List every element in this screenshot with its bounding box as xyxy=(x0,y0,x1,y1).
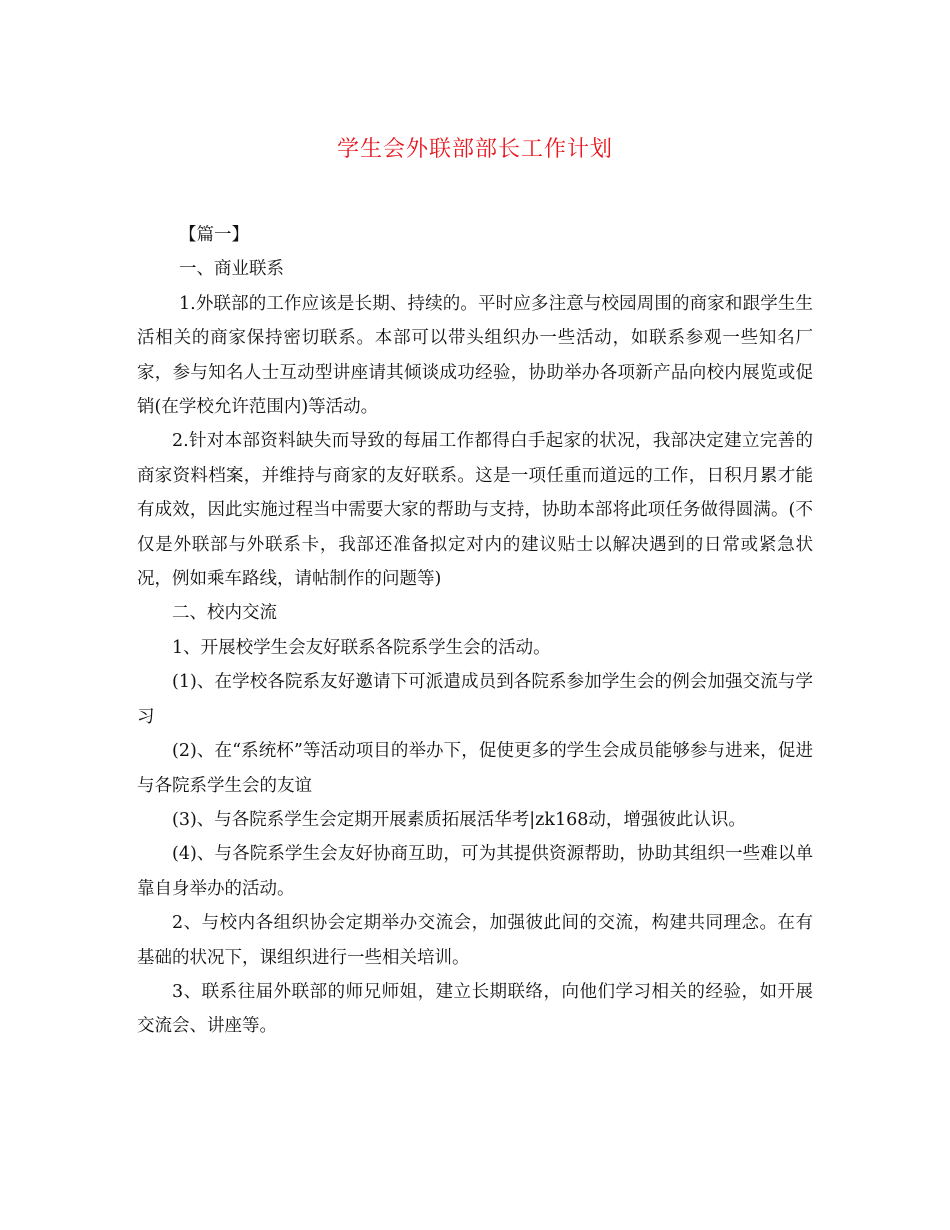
document-body xyxy=(137,218,813,1044)
paragraph: 1、开展校学生会友好联系各院系学生会的活动。 xyxy=(172,637,551,658)
paragraph: (3)、与各院系学生会定期开展素质拓展活华考|zk168动，增强彼此认识。 xyxy=(172,809,746,830)
document-title: 学生会外联部部长工作计划 xyxy=(336,137,613,162)
section-label: 【篇一】 xyxy=(179,225,249,245)
paragraph: 2.针对本部资料缺失而导致的每届工作都得白手起家的状况，我部决定建立完善的商家资料档案，并维持与商家的友好联系。这是一项任重而道远的工作，日积月累才能有成效，因此实施过程当中需要大家的帮助与支持，协助本部将此项任务做得圆满。(不仅是外联部与外联系卡，我部还准备拟定对内的建议贴士以解决遇到的日常或紧急状况，例如乘车路线，请帖制作的问题等) xyxy=(137,431,813,590)
section-heading: 一、商业联系 xyxy=(179,259,284,280)
paragraph: 2、与校内各组织协会定期举办交流会，加强彼此间的交流，构建共同理念。在有基础的状况下，课组织进行一些相关培训。 xyxy=(137,913,813,968)
paragraph: (4)、与各院系学生会友好协商互助，可为其提供资源帮助，协助其组织一些难以单靠自身举办的活动。 xyxy=(137,844,813,899)
paragraph: (1)、在学校各院系友好邀请下可派遣成员到各院系参加学生会的例会加强交流与学习 xyxy=(137,672,813,727)
paragraph: (2)、在“系统杯”等活动项目的举办下，促使更多的学生会成员能够参与进来，促进与各院系学生会的友谊 xyxy=(137,741,813,796)
section-heading: 二、校内交流 xyxy=(172,603,277,624)
paragraph: 1.外联部的工作应该是长期、持续的。平时应多注意与校园周围的商家和跟学生生活相关的商家保持密切联系。本部可以带头组织办一些活动，如联系参观一些知名厂家，参与知名人士互动型讲座请其倾谈成功经验，协助举办各项新产品向校内展览或促销(在学校允许范围内)等活动。 xyxy=(137,293,813,418)
paragraph: 3、联系往届外联部的师兄师姐，建立长期联络，向他们学习相关的经验，如开展交流会、讲座等。 xyxy=(137,981,813,1037)
